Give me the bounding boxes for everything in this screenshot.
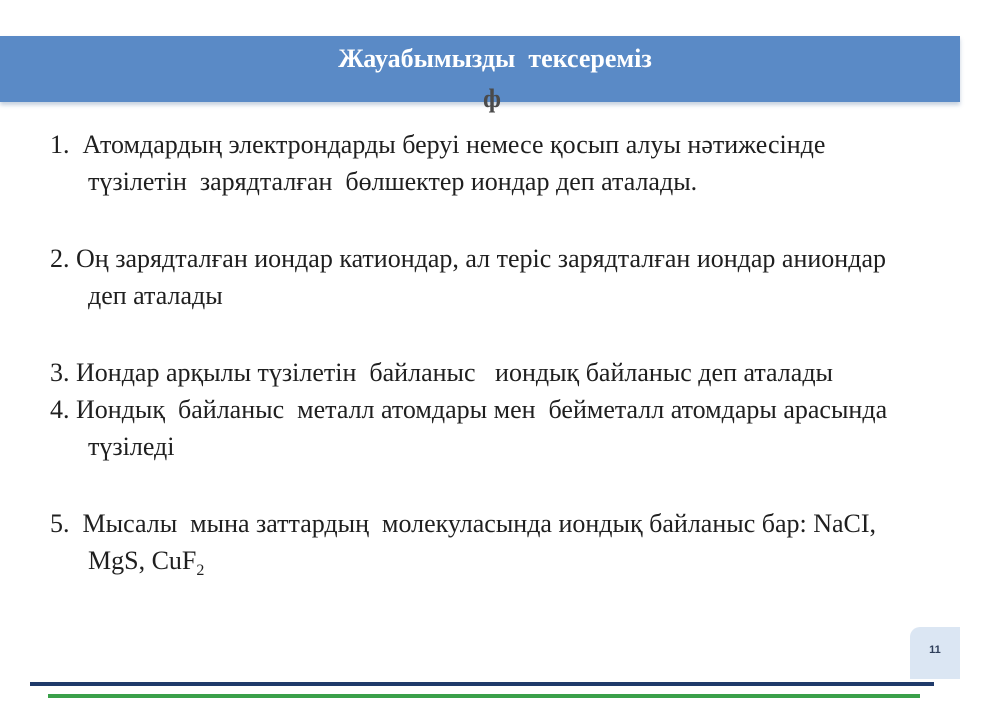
footer-rule-blue [30,682,934,686]
answer-item-5-subscript: 2 [196,562,205,579]
answer-item-3: 3. Иондар арқылы түзілетін байланыс иондық байланыс деп аталады [50,358,834,387]
answer-item-5 [50,505,910,579]
answer-item-2: 2. Оң зарядталған иондар катиондар, ал теріс зарядталған иондар аниондар деп аталады [50,244,893,310]
answer-list [50,126,910,579]
footer-rule-green [48,694,920,698]
page-number: 11 [929,644,941,656]
spacer [50,465,910,505]
title-overflow-text [483,84,513,113]
answer-item-5-text: 5. Мысалы мына заттардың молекуласында иондық байланыс бар: NaCI, MgS, CuF [50,509,883,575]
slide-title: Жауабымызды тексереміз [338,44,652,73]
answer-item-4: 4. Иондық байланыс металл атомдары мен бейметалл атомдары арасында түзіледі [50,395,894,461]
spacer [50,314,910,354]
title-overflow-glyph: ф [483,84,501,113]
spacer [50,200,910,240]
answer-item-1: 1. Атомдардың электрондарды беруі немесе қосып алуы нәтижесінде түзілетін зарядталған бөлшектер иондар деп аталады. [50,130,832,196]
